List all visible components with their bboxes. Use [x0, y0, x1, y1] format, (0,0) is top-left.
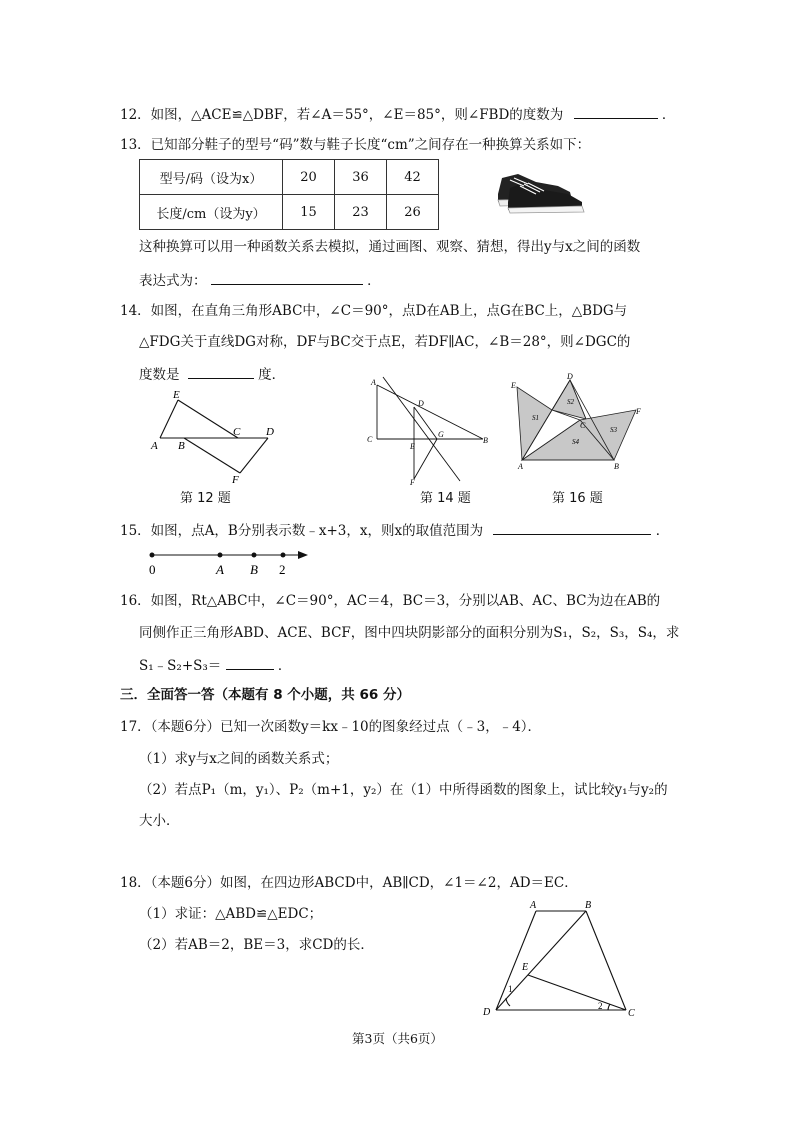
fig18-label-2: 2: [598, 1001, 603, 1011]
q17-line2: （1）求y与x之间的函数关系式；: [139, 751, 339, 767]
table-cell: 42: [387, 160, 439, 195]
fig18-label-B: B: [585, 900, 592, 911]
q12: 12．如图，△ACE≌△DBF，若∠A＝55°，∠E＝85°，则∠FBD的度数为 ．: [120, 104, 675, 124]
q13-line2: 这种换算可以用一种函数关系去模拟，通过画图、观察、猜想，得出y与x之间的函数: [139, 239, 641, 255]
q13-answer-blank[interactable]: [211, 270, 363, 285]
section-3-heading: 三．全面答一答（本题有 8 个小题，共 66 分）: [120, 687, 410, 703]
fig14-label-B: B: [483, 436, 488, 445]
fig12-label-E: E: [173, 389, 180, 401]
numberline-label-2: 2: [279, 562, 286, 577]
q14-line2: △FDG关于直线DG对称，DF与BC交于点E，若DF∥AC，∠B＝28°，则∠DGC的: [139, 334, 631, 350]
table-row: [140, 160, 439, 195]
fig18-label-C: C: [628, 1008, 635, 1019]
fig14-label-C: C: [367, 435, 373, 444]
q16-line2: 同侧作正三角形ABD、ACE、BCF，图中四块阴影部分的面积分别为S₁，S₂，S₃，S₄，求: [139, 625, 680, 641]
fig16-label-D: D: [567, 372, 573, 381]
q16-answer-blank[interactable]: [226, 655, 274, 670]
table-row: [140, 195, 439, 230]
fig18-label-1: 1: [508, 984, 513, 994]
sneaker-image: [488, 164, 588, 214]
q18-line1: 18．（本题6分）如图，在四边形ABCD中，AB∥CD，∠1＝∠2，AD＝EC．: [120, 875, 578, 891]
table-cell: 23: [335, 195, 387, 230]
table-cell: 20: [283, 160, 335, 195]
page-footer: 第3页（共6页）: [352, 1031, 443, 1046]
fig12-label-B: B: [178, 440, 185, 452]
figure-12: [140, 385, 290, 485]
fig14-label-G: G: [438, 430, 444, 439]
q14-line1: 14．如图，在直角三角形ABC中，∠C＝90°，点D在AB上，点G在BC上，△BDG与: [120, 303, 628, 319]
caption-fig16: 第 16 题: [552, 491, 603, 506]
figure-14: [365, 375, 495, 485]
fig16-label-F: F: [636, 407, 641, 416]
q14-line3: 度数是 度．: [139, 364, 285, 384]
table-row-label: 型号/码（设为x）: [140, 160, 283, 195]
fig16-label-S2: S2: [567, 398, 574, 406]
fig12-label-D: D: [266, 426, 274, 438]
q14-answer-blank[interactable]: [188, 364, 254, 379]
conversion-table: [139, 159, 439, 230]
fig16-label-C: C: [580, 421, 586, 430]
table-cell: 15: [283, 195, 335, 230]
fig14-label-A: A: [371, 378, 376, 387]
q12-text: 12．如图，△ACE≌△DBF，若∠A＝55°，∠E＝85°，则∠FBD的度数为: [120, 107, 564, 123]
table-cell: 26: [387, 195, 439, 230]
number-line: [140, 544, 320, 578]
fig12-label-F: F: [232, 474, 239, 485]
figure-16: [508, 372, 648, 472]
fig18-label-D: D: [483, 1007, 491, 1018]
fig18-label-E: E: [522, 962, 529, 973]
table-cell: 36: [335, 160, 387, 195]
caption-fig12: 第 12 题: [180, 491, 231, 506]
q17-line1: 17．（本题6分）已知一次函数y＝kx﹣10的图象经过点（﹣3，﹣4）．: [120, 719, 542, 735]
fig14-label-F: F: [410, 478, 415, 485]
q15: 15．如图，点A，B分别表示数﹣x+3，x，则x的取值范围为 ．: [120, 520, 669, 540]
fig12-label-A: A: [151, 440, 158, 452]
fig14-label-D: D: [418, 399, 424, 408]
fig16-label-A: A: [518, 462, 523, 471]
numberline-label-A: A: [216, 562, 224, 577]
fig18-label-A: A: [530, 900, 537, 911]
q13-stem: 13．已知部分鞋子的型号“码”数与鞋子长度“cm”之间存在一种换算关系如下：: [120, 137, 591, 153]
q16-line3: S₁﹣S₂+S₃＝ ．: [139, 655, 291, 675]
fig16-label-S4: S4: [572, 438, 579, 446]
numberline-label-B: B: [250, 562, 258, 577]
q18-line3: （2）若AB＝2，BE＝3，求CD的长．: [139, 937, 374, 953]
fig12-label-C: C: [233, 426, 241, 438]
numberline-label-0: 0: [149, 562, 156, 577]
caption-fig14: 第 14 题: [420, 491, 471, 506]
q18-line2: （1）求证：△ABD≌△EDC；: [139, 906, 323, 922]
q12-answer-blank[interactable]: [574, 104, 658, 119]
fig16-label-E: E: [511, 381, 516, 390]
q17-line4: 大小．: [139, 813, 180, 829]
q17-line3: （2）若点P₁（m，y₁）、P₂（m+1，y₂）在（1）中所得函数的图象上，试比较y₁与y₂的: [139, 782, 668, 798]
fig16-label-S3: S3: [610, 426, 617, 434]
fig16-label-S1: S1: [532, 414, 539, 422]
fig16-label-B: B: [614, 462, 619, 471]
q16-line1: 16．如图，Rt△ABC中，∠C＝90°，AC＝4，BC＝3，分别以AB、AC、BC为边在AB的: [120, 593, 661, 609]
figure-18: [480, 898, 640, 1024]
q13-line3: 表达式为： ．: [139, 270, 381, 290]
q15-answer-blank[interactable]: [493, 520, 651, 535]
table-row-label: 长度/cm（设为y）: [140, 195, 283, 230]
fig14-label-E: E: [410, 442, 415, 451]
